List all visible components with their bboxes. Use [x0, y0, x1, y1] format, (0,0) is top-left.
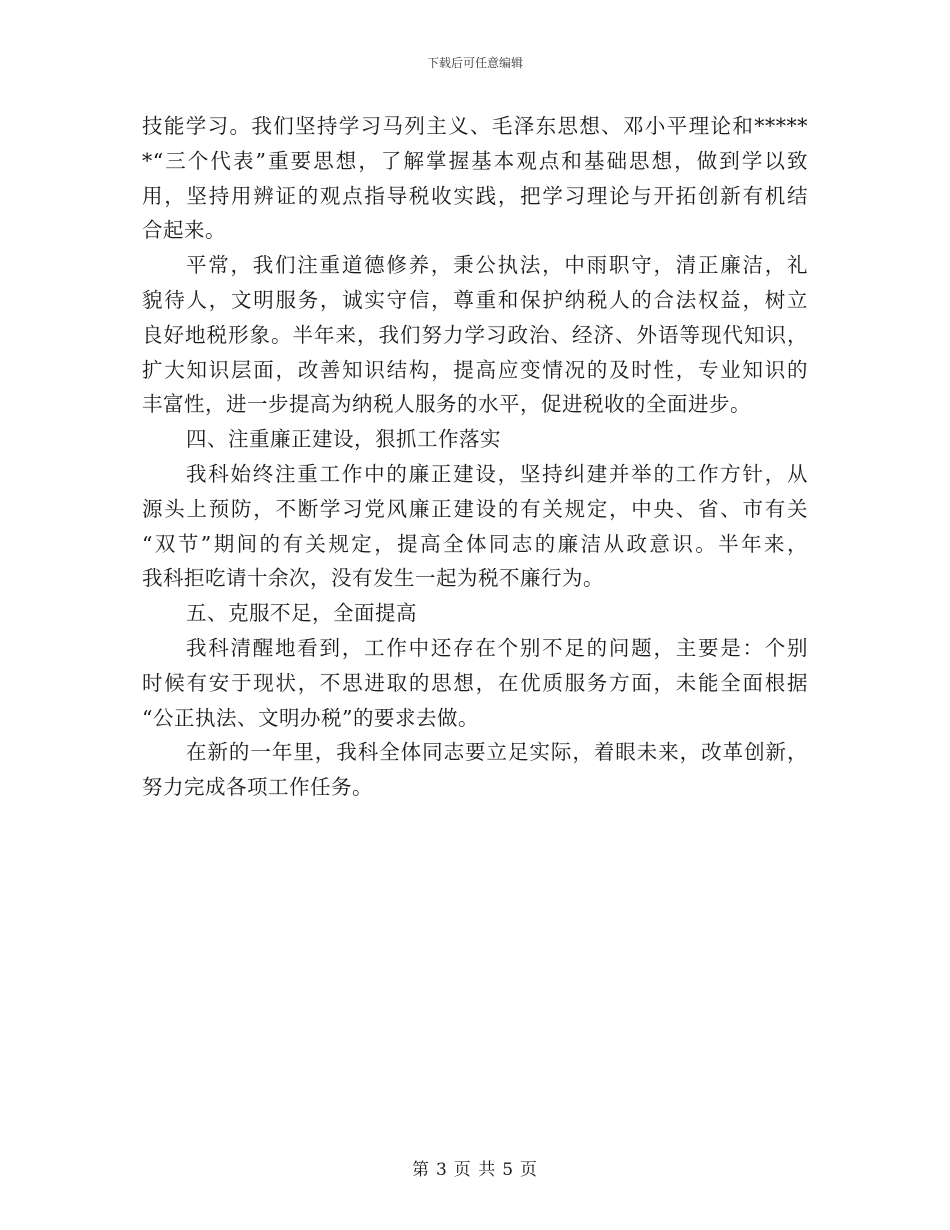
total-pages-number: 5 — [502, 1160, 515, 1180]
document-body — [142, 109, 808, 805]
footer-suffix: 页 — [520, 1160, 539, 1180]
paragraph — [142, 109, 808, 248]
paragraph — [142, 457, 808, 596]
footer-middle: 页 共 — [453, 1160, 497, 1180]
text-line: 在新的一年里，我科全体同志要立足实际，着眼未来，改革创新， — [186, 740, 808, 765]
heading-text: 四、注重廉正建设，狠抓工作落实 — [186, 427, 501, 452]
text-line: 丰富性，进一步提高为纳税人服务的水平，促进税收的全面进步。 — [142, 392, 751, 417]
text-line: 时候有安于现状，不思进取的思想，在优质服务方面，未能全面根据 — [142, 670, 808, 695]
paragraph — [142, 631, 808, 735]
text-line: 我科始终注重工作中的廉正建设，坚持纠建并举的工作方针，从 — [186, 461, 808, 486]
page-header: 下载后可任意编辑 — [426, 56, 523, 70]
text-line: “双节”期间的有关规定，提高全体同志的廉洁从政意识。半年来， — [142, 531, 808, 556]
heading-text: 五、克服不足，全面提高 — [186, 601, 417, 626]
text-line: 平常，我们注重道德修养，秉公执法，中雨职守，清正廉洁，礼 — [186, 253, 808, 278]
text-line: “公正执法、文明办税”的要求去做。 — [142, 705, 479, 730]
page-footer — [0, 1155, 950, 1180]
section-heading — [142, 422, 808, 457]
text-line: 貌待人，文明服务，诚实守信，尊重和保护纳税人的合法权益，树立 — [142, 287, 808, 312]
text-line: 用，坚持用辨证的观点指导税收实践，把学习理论与开拓创新有机结 — [142, 183, 808, 208]
text-line: 努力完成各项工作任务。 — [142, 775, 373, 800]
current-page-number: 3 — [435, 1160, 448, 1180]
text-line: 源头上预防，不断学习党风廉正建设的有关规定，中央、省、市有关 — [142, 496, 808, 521]
text-line: *“三个代表”重要思想，了解掌握基本观点和基础思想，做到学以致 — [142, 148, 808, 173]
text-line: 技能学习。我们坚持学习马列主义、毛泽东思想、邓小平理论和***** — [142, 114, 808, 138]
text-line: 良好地税形象。半年来，我们努力学习政治、经济、外语等现代知识， — [142, 322, 808, 347]
text-line: 合起来。 — [142, 218, 226, 243]
section-heading — [142, 596, 808, 631]
text-line: 扩大知识层面，改善知识结构，提高应变情况的及时性，专业知识的 — [142, 357, 808, 382]
text-line: 我科拒吃请十余次，没有发生一起为税不廉行为。 — [142, 566, 604, 591]
paragraph — [142, 248, 808, 422]
paragraph — [142, 735, 808, 805]
text-line: 我科清醒地看到，工作中还存在个别不足的问题，主要是：个别 — [186, 635, 808, 660]
footer-prefix: 第 — [411, 1160, 430, 1180]
